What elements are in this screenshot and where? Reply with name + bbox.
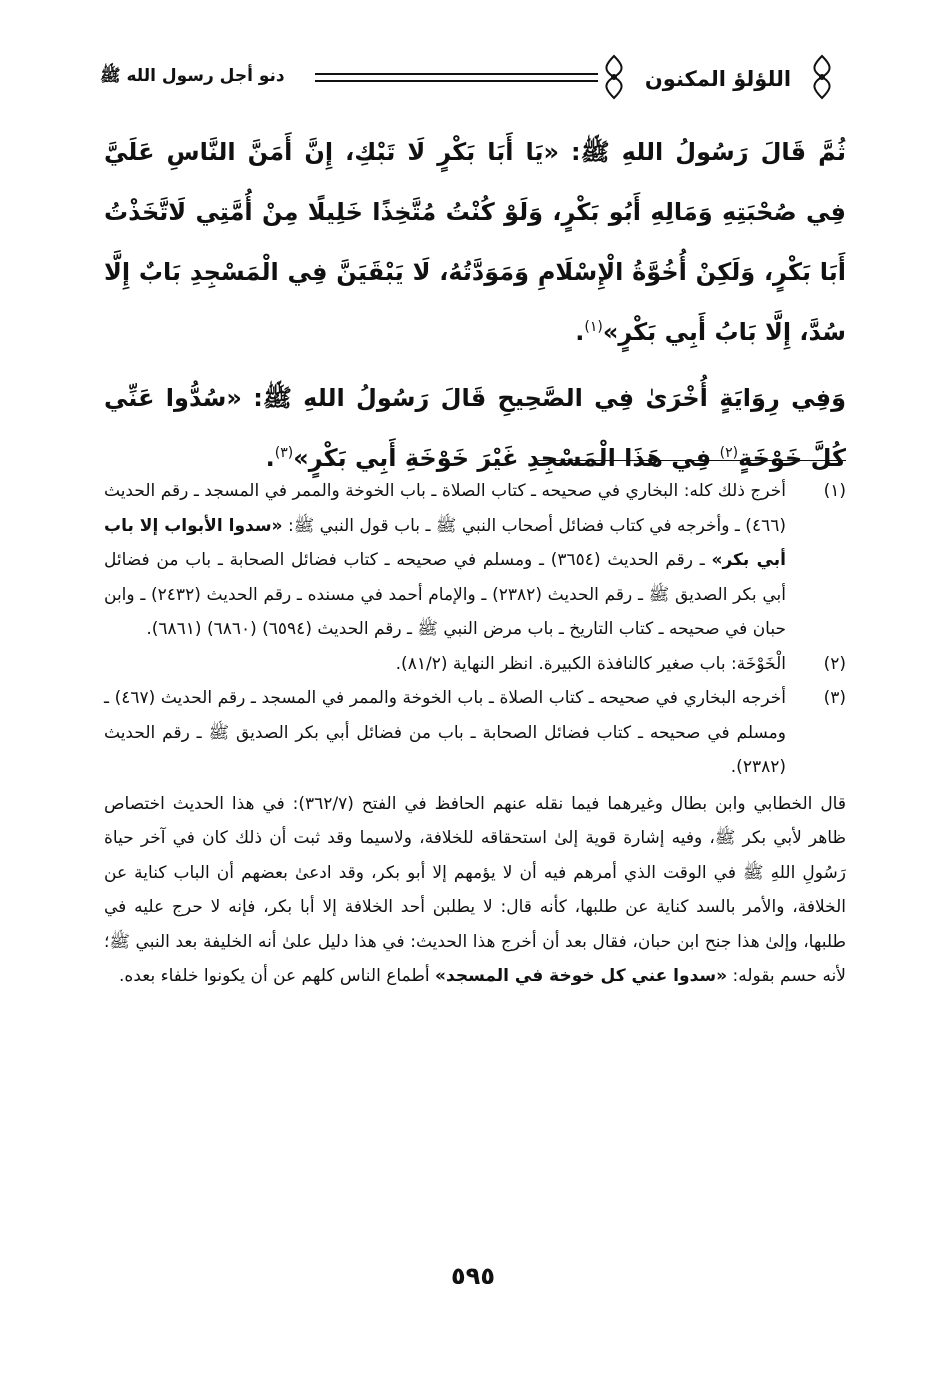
hadith-text (104, 122, 846, 488)
footnote (104, 681, 846, 785)
footnote-text: الْخَوْخَة: باب صغير كالنافذة الكبيرة. انظر النهاية (٨١/٢). (395, 653, 786, 674)
footnote (104, 474, 846, 647)
footnote-ref: (١) (584, 319, 603, 335)
footnote-number: (٣) (823, 688, 846, 708)
footnote-text-span: أخرج ذلك كله: البخاري في صحيحه ـ كتاب الصلاة ـ باب الخوخة والممر في المسجد ـ رقم الحديث (٤٦٦) ـ وأخرجه في كتاب فضائل أصحاب النبي ﷺ ـ باب قول النبي ﷺ: (104, 481, 786, 536)
commentary-text: أطماع الناس كلهم عن أن يكونوا خلفاء بعده. (119, 966, 436, 986)
header-rule (315, 80, 598, 82)
footnotes (104, 474, 846, 994)
footnote-ref: (٣) (274, 445, 294, 461)
page-header (100, 52, 836, 104)
footnote-number: (١) (823, 481, 846, 501)
book-title: اللؤلؤ المكنون (644, 67, 792, 91)
page-number: ٥٩٥ (451, 1262, 495, 1290)
hadith-text-span: . (575, 318, 585, 346)
footnote-text: أخرجه البخاري في صحيحه ـ كتاب الصلاة ـ باب الخوخة والممر في المسجد ـ رقم الحديث (٤٦٧) ـ ومسلم في صحيحه ـ كتاب فضائل الصحابة ـ باب من فضائل أبي بكر الصديق ﷺ ـ رقم الحديث (٢٣٨٢). (104, 688, 786, 777)
commentary-text: قال الخطابي وابن بطال وغيرهما فيما نقله عنهم الحافظ في الفتح (٣٦٢/٧): في هذا الحديث اختصاص ظاهر لأبي بكر ﷺ، وفيه إشارة قوية إلىٰ استحقاقه للخلافة، ولاسيما وقد ثبت أن ذلك كان في آخر حياة رَسُولِ اللهِ ﷺ في الوقت الذي أمرهم فيه أن لا يؤمهم إلا أبو بكر، وقد ادعىٰ بعضهم أن الباب كناية عن الخلافة، والأمر بالسد كناية عن طلبها، كأنه قال: لا يطلبن أحد الخلافة إلا أبا بكر، فإنه لا حرج عليه في طلبها، وإلىٰ هذا جنح ابن حبان، فقال بعد أن أخرج هذا الحديث: في هذا دليل علىٰ أنه الخليفة بعد النبي ﷺ؛ لأنه حسم بقوله: (104, 793, 846, 986)
hadith-text-span: فِي هَذَا الْمَسْجِدِ غَيْرَ خَوْخَةِ أَبِي بَكْرٍ» (293, 444, 720, 472)
hadith-text-span: . (265, 444, 275, 472)
commentary-quote: «سدوا عني كل خوخة في المسجد» (435, 966, 728, 986)
hadith-paragraph (104, 122, 846, 362)
footnote-text-span: ـ رقم الحديث (٣٦٥٤) ـ ومسلم في صحيحه ـ كتاب فضائل الصحابة ـ باب من فضائل أبي بكر الصديق ﷺ ـ رقم الحديث (٢٣٨٢) ـ والإمام أحمد في مسنده ـ رقم الحديث (٢٤٣٢) ـ وابن حبان في صحيحه ـ كتاب التاريخ ـ باب مرض النبي ﷺ ـ رقم الحديث (٦٥٩٤) (٦٨٦٠) (٦٨٦١). (104, 550, 787, 639)
footnote-separator (538, 460, 846, 461)
hadith-text-span: وَفِي رِوَايَةٍ أُخْرَىٰ فِي الصَّحِيحِ قَالَ رَسُولُ اللهِ ﷺ: «سُدُّوا عَنِّي كُلَّ خَوْخَةٍ (104, 384, 846, 472)
footnote (104, 647, 846, 682)
footnote-ref: (٢) (719, 445, 739, 461)
hadith-text-span: ثُمَّ قَالَ رَسُولُ اللهِ ﷺ: «يَا أَبَا بَكْرٍ لَا تَبْكِ، إِنَّ أَمَنَّ النَّاسِ عَلَيَّ فِي صُحْبَتِهِ وَمَالِهِ أَبُو بَكْرٍ، وَلَوْ كُنْتُ مُتَّخِذًا خَلِيلًا مِنْ أُمَّتِي لَاتَّخَذْتُ أَبَا بَكْرٍ، وَلَكِنْ أُخُوَّةُ الْإِسْلَامِ وَمَوَدَّتُهُ، لَا يَبْقَيَنَّ فِي الْمَسْجِدِ بَابٌ إِلَّا سُدَّ، إِلَّا بَابُ أَبِي بَكْرٍ» (104, 138, 846, 346)
hadith-paragraph (104, 368, 846, 488)
footnote-text (104, 481, 786, 639)
footnote-number: (٢) (823, 653, 846, 674)
footnote-quote: «سدوا الأبواب إلا باب أبي بكر» (104, 515, 786, 570)
chapter-title: دنو أجل رسول الله ﷺ (100, 66, 285, 86)
floral-ornament-icon (600, 54, 628, 100)
header-rule (315, 73, 598, 75)
commentary (104, 787, 846, 994)
